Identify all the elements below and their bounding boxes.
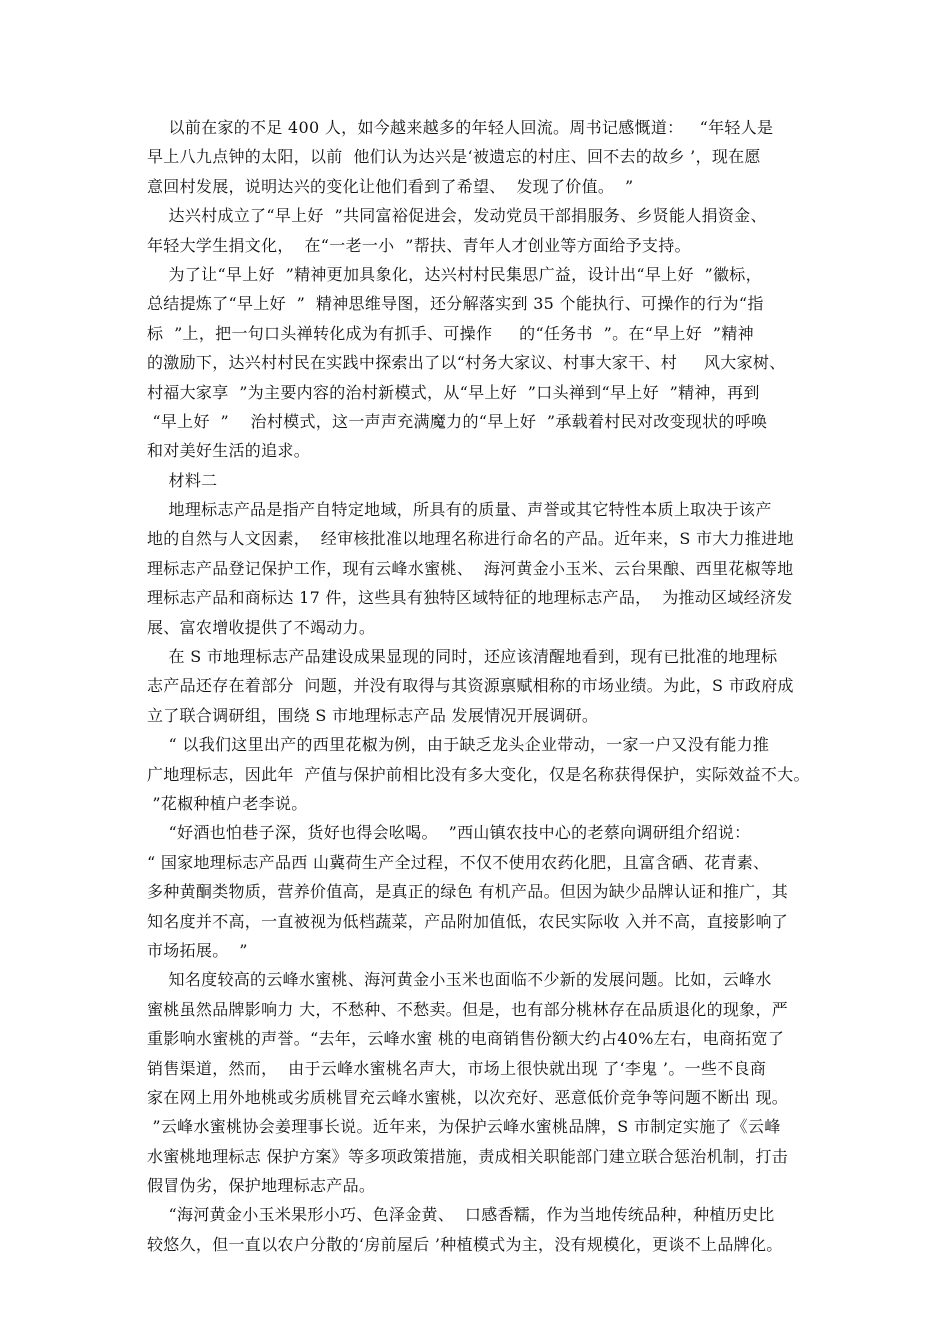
paragraph [147,642,827,730]
text-line: 以前在家的不足 400 人，如今越来越多的年轻人回流。周书记感慨道： “年轻人是 [147,118,774,137]
text-line: 理标志产品登记保护工作，现有云峰水蜜桃、 海河黄金小玉米、云台果酿、西里花椒等地 [147,558,794,578]
text-line: 蜜桃虽然品牌影响力 大，不愁种、不愁卖。但是，也有部分桃林存在品质退化的现象，严 [147,999,789,1019]
text-line: 标 ”上，把一句口头禅转化成为有抓手、可操作 的“任务书 ”。在“早上好 ”精神 [147,323,754,343]
text-line: 年轻大学生捐文化， 在“一老一小 ”帮扶、青年人才创业等方面给予支持。 [147,235,691,255]
text-line: 在 S 市地理标志产品建设成果显现的同时，还应该清醒地看到，现有已批准的地理标 [147,647,778,667]
paragraph [147,260,827,466]
paragraph [147,113,827,201]
text-line: 知名度较高的云峰水蜜桃、海河黄金小玉米也面临不少新的发展问题。比如，云峰水 [147,970,772,990]
text-line: 假冒伪劣，保护地理标志产品。 [147,1176,376,1196]
text-line: 材料二 [147,470,218,490]
text-line: 知名度并不高，一直被视为低档蔬菜，产品附加值低，农民实际收 入并不高，直接影响了 [147,911,789,931]
text-line: 市场拓展。 ” [147,940,248,960]
text-line: 重影响水蜜桃的声誉。“去年，云峰水蜜 桃的电商销售份额大约占40%左右，电商拓宽了 [147,1029,785,1049]
text-line: 水蜜桃地理标志 保护方案》等多项政策措施，责成相关职能部门建立联合惩治机制，打击 [147,1146,789,1166]
text-line: “ 以我们这里出产的西里花椒为例，由于缺乏龙头企业带动，一家一户又没有能力推 [147,735,770,755]
paragraph [147,965,827,1200]
document-page [147,113,827,1259]
text-line: 和对美好生活的追求。 [147,441,311,461]
text-line: 销售渠道，然而， 由于云峰水蜜桃名声大，市场上很快就出现 了‘李鬼 ’。一些不良商 [147,1058,767,1078]
text-line: “早上好 ” 治村模式，这一声声充满魔力的“早上好 ”承载着村民对改变现状的呼唤 [147,411,768,431]
paragraph [147,730,827,818]
text-line: 多种黄酮类物质，营养价值高，是真正的绿色 有机产品。但因为缺少品牌认证和推广，其 [147,882,789,902]
text-line: 理标志产品和商标达 17 件，这些具有独特区域特征的地理标志产品， 为推动区域经济发 [147,588,793,608]
text-line: 为了让“早上好 ”精神更加具象化，达兴村村民集思广益，设计出“早上好 ”徽标， [147,264,762,284]
text-line: 地理标志产品是指产自特定地域，所具有的质量、声誉或其它特性本质上取决于该产 [147,500,772,520]
text-line: “海河黄金小玉米果形小巧、色泽金黄、 口感香糯，作为当地传统品种，种植历史比 [147,1205,775,1225]
text-line: “好酒也怕巷子深，货好也得会吆喝。 ”西山镇农技中心的老蔡向调研组介绍说： [147,823,751,843]
paragraph [147,201,827,260]
section-heading [147,466,827,495]
text-line: 总结提炼了“早上好 ” 精神思维导图，还分解落实到 35 个能执行、可操作的行为“指 [147,294,764,314]
text-line: 村福大家享 ”为主要内容的治村新模式，从“早上好 ”口头禅到“早上好 ”精神，再到 [147,382,760,402]
text-line: ”花椒种植户老李说。 [147,793,308,813]
text-line: 的激励下，达兴村村民在实践中探索出了以“村务大家议、村事大家干、村 风大家树、 [147,353,786,373]
text-line: ”云峰水蜜桃协会姜理事长说。近年来，为保护云峰水蜜桃品牌，S 市制定实施了《云峰 [147,1117,781,1137]
text-line: 较悠久，但一直以农户分散的‘房前屋后 ’种植模式为主，没有规模化，更谈不上品牌化。 [147,1234,783,1254]
text-line: “ 国家地理标志产品西 山冀荷生产全过程，不仅不使用农药化肥，且富含硒、花青素、 [147,852,770,872]
paragraph [147,818,827,965]
paragraph [147,495,827,642]
text-line: 早上八九点钟的太阳，以前 他们认为达兴是‘被遗忘的村庄、回不去的故乡 ’，现在愿 [147,147,761,167]
text-line: 地的自然与人文因素， 经审核批准以地理名称进行命名的产品。近年来，S 市大力推进地 [147,529,794,549]
text-line: 家在网上用外地桃或劣质桃冒充云峰水蜜桃，以次充好、恶意低价竞争等问题不断出 现。 [147,1087,789,1107]
text-line: 志产品还存在着部分 问题，并没有取得与其资源禀赋相称的市场业绩。为此，S 市政府成 [147,676,794,696]
text-line: 意回村发展，说明达兴的变化让他们看到了希望、 发现了价值。 ” [147,176,634,196]
text-line: 达兴村成立了“早上好 ”共同富裕促进会，发动党员干部捐服务、乡贤能人捐资金、 [147,206,767,226]
text-line: 展、富农增收提供了不竭动力。 [147,617,376,637]
text-line: 广地理标志，因此年 产值与保护前相比没有多大变化，仅是名称获得保护，实际效益不大。 [147,764,810,784]
text-line: 立了联合调研组，围绕 S 市地理标志产品 发展情况开展调研。 [147,705,599,725]
paragraph [147,1200,827,1259]
